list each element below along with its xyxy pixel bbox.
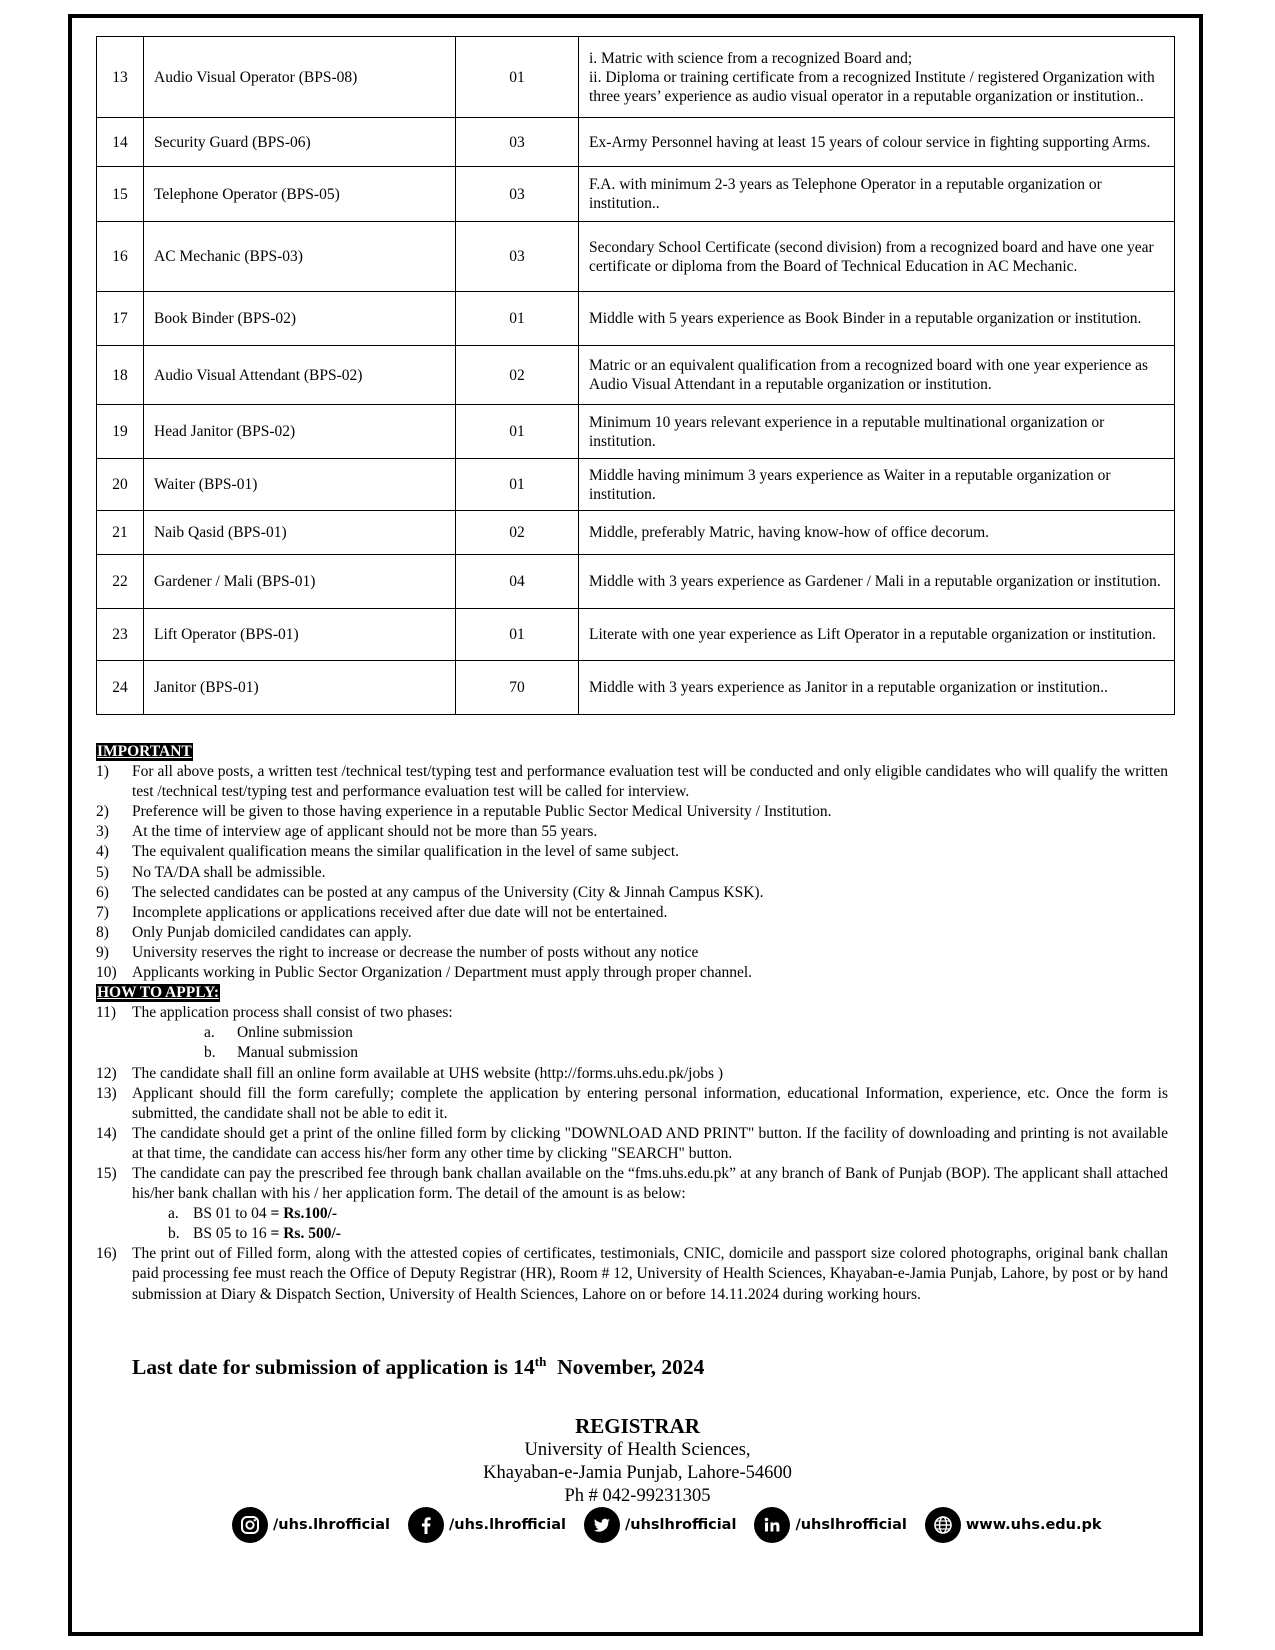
qualification-cell (579, 346, 1175, 405)
qualification-cell (579, 292, 1175, 346)
sr-no-cell: 20 (97, 459, 144, 511)
fee-amount: = Rs. 500/- (270, 1225, 341, 1243)
item-text: University reserves the right to increase or decrease the number of posts without any notice (132, 943, 699, 961)
fee-scale: BS 01 to 04 (193, 1205, 267, 1223)
fee-letter: a. (168, 1205, 179, 1223)
post-name-cell: Telephone Operator (BPS-05) (144, 167, 456, 222)
qualification-line: Middle, preferably Matric, having know-how of office decorum. (589, 524, 990, 541)
qualification-line: ii. Diploma or training certificate from a recognized Institute / registered Organization with three years’ experience as audio visual operator in a reputable organization or institution.. (589, 68, 1155, 105)
qualification-line: F.A. with minimum 2-3 years as Telephone Operator in a reputable organization or institution.. (589, 176, 1102, 212)
table-row (97, 118, 1175, 167)
table-row (97, 511, 1175, 555)
post-count-cell: 01 (456, 459, 579, 511)
registrar-block (0, 1413, 1275, 1508)
post-count-cell: 01 (456, 405, 579, 459)
post-count-cell: 01 (456, 37, 579, 118)
post-count-cell: 03 (456, 118, 579, 167)
list-item (96, 842, 1168, 862)
table-row (97, 167, 1175, 222)
fee-item (96, 1224, 1168, 1244)
qualification-line: Literate with one year experience as Lift Operator in a reputable organization or institution. (589, 626, 1156, 643)
registrar-line1: University of Health Sciences, (524, 1440, 751, 1460)
item-text: Preference will be given to those having experience in a reputable Public Sector Medical University / Institution. (132, 803, 832, 821)
qualification-line: Middle with 3 years experience as Janitor in a reputable organization or institution.. (589, 679, 1108, 696)
item-number: 7) (96, 903, 109, 921)
table-row (97, 661, 1175, 715)
website-url: www.uhs.edu.pk (965, 1517, 1102, 1533)
item-number: 13) (96, 1084, 117, 1102)
post-name-cell: Audio Visual Operator (BPS-08) (144, 37, 456, 118)
post-name-cell: Naib Qasid (BPS-01) (144, 511, 456, 555)
item-text: The candidate shall fill an online form available at UHS website (http://forms.uhs.edu.pk/jobs ) (132, 1064, 724, 1082)
qualification-line: Ex-Army Personnel having at least 15 years of colour service in fighting supporting Arms. (589, 133, 1151, 151)
qualification-cell (579, 222, 1175, 292)
item-text: At the time of interview age of applicant should not be more than 55 years. (132, 823, 598, 841)
phase-letter: b. (204, 1044, 216, 1062)
phase-item (96, 1043, 1168, 1063)
list-item (96, 943, 1168, 963)
table-row (97, 609, 1175, 661)
social-facebook[interactable] (408, 1507, 566, 1543)
qualification-cell (579, 555, 1175, 609)
item-text: No TA/DA shall be admissible. (132, 863, 326, 881)
last-date-text: Last date for submission of application is 14 (132, 1355, 535, 1380)
last-date-month: November, 2024 (546, 1355, 705, 1380)
post-name-cell: Security Guard (BPS-06) (144, 118, 456, 167)
item-number: 1) (96, 763, 109, 781)
list-item (96, 903, 1168, 923)
qualification-cell (579, 118, 1175, 167)
post-count-cell: 03 (456, 167, 579, 222)
item-text: The print out of Filled form, along with the attested copies of certificates, testimonials, CNIC, domicile and passport size colored photographs, original bank challan paid processing fee must reach the Office of Deputy Registrar (HR), Room # 12, University of Health Sciences, Khayaban-e-Jamia Punjab, Lahore, by post or by hand submission at Diary & Dispatch Section, University of Health Sciences, Lahore on or before 14.11.2024 during working hours. (132, 1245, 1168, 1303)
facebook-handle: /uhs.lhrofficial (448, 1517, 566, 1533)
item-number: 4) (96, 843, 109, 861)
list-item (96, 1244, 1168, 1304)
social-linkedin[interactable] (754, 1507, 906, 1543)
table-row (97, 555, 1175, 609)
last-date-suffix: th (534, 1354, 547, 1369)
how-to-apply-heading: HOW TO APPLY: (97, 984, 220, 1002)
instagram-handle: /uhs.lhrofficial (273, 1517, 390, 1533)
sr-no-cell: 17 (97, 292, 144, 346)
qualification-cell (579, 405, 1175, 459)
item-number: 3) (96, 823, 109, 841)
post-count-cell: 02 (456, 511, 579, 555)
list-item (96, 1084, 1168, 1124)
post-count-cell: 01 (456, 609, 579, 661)
post-count-cell: 03 (456, 222, 579, 292)
post-name-cell: Waiter (BPS-01) (144, 459, 456, 511)
table-row (97, 292, 1175, 346)
item-text: Incomplete applications or applications received after due date will not be entertained. (132, 903, 668, 921)
qualification-cell (579, 167, 1175, 222)
sr-no-cell: 23 (97, 609, 144, 661)
item-number: 11) (96, 1004, 117, 1022)
item-text: Applicants working in Public Sector Organization / Department must apply through proper channel. (132, 964, 753, 982)
important-section (96, 742, 1168, 983)
post-count-cell: 04 (456, 555, 579, 609)
important-heading: IMPORTANT (97, 743, 192, 760)
post-name-cell: Janitor (BPS-01) (144, 661, 456, 715)
item-number: 9) (96, 943, 109, 961)
how-to-apply-section (96, 983, 1168, 1305)
table-row (97, 405, 1175, 459)
registrar-line2: Khayaban-e-Jamia Punjab, Lahore-54600 (483, 1463, 792, 1483)
fee-amount: = Rs.100/- (270, 1205, 338, 1223)
sr-no-cell: 14 (97, 118, 144, 167)
fee-item (96, 1204, 1168, 1224)
qualification-cell (579, 661, 1175, 715)
post-count-cell: 70 (456, 661, 579, 715)
item-text: Only Punjab domiciled candidates can apply. (132, 923, 412, 941)
post-name-cell: Gardener / Mali (BPS-01) (144, 555, 456, 609)
qualification-line: Minimum 10 years relevant experience in a reputable multinational organization or institution. (589, 413, 1105, 450)
item-number: 2) (96, 803, 109, 821)
registrar-phone: Ph # 042-99231305 (564, 1486, 711, 1506)
table-row (97, 459, 1175, 511)
qualification-line: Middle with 5 years experience as Book Binder in a reputable organization or institution. (589, 310, 1142, 327)
qualification-cell (579, 37, 1175, 118)
phase-item (96, 1023, 1168, 1043)
phase-letter: a. (204, 1024, 215, 1042)
item-number: 10) (96, 964, 117, 982)
post-name-cell: AC Mechanic (BPS-03) (144, 222, 456, 292)
list-item (96, 822, 1168, 842)
sr-no-cell: 16 (97, 222, 144, 292)
post-name-cell: Lift Operator (BPS-01) (144, 609, 456, 661)
item-number: 12) (96, 1064, 117, 1082)
post-name-cell: Head Janitor (BPS-02) (144, 405, 456, 459)
post-count-cell: 02 (456, 346, 579, 405)
qualification-line: Matric or an equivalent qualification from a recognized board with one year experience as Audio Visual Attendant in a reputable organization or institution. (589, 357, 1149, 393)
qualification-line: Middle with 3 years experience as Gardener / Mali in a reputable organization or institution. (589, 573, 1161, 590)
item-text: The application process shall consist of two phases: (132, 1004, 453, 1022)
social-instagram[interactable] (232, 1507, 390, 1543)
item-number: 8) (96, 923, 109, 941)
twitter-icon (584, 1507, 620, 1543)
registrar-title: REGISTRAR (575, 1414, 700, 1438)
item-text: The selected candidates can be posted at any campus of the University (City & Jinnah Campus KSK). (132, 883, 764, 901)
list-item (96, 762, 1168, 802)
item-text: The candidate should get a print of the online filled form by clicking "DOWNLOAD AND PRINT" button. If the facility of downloading and printing is not available at that time, the candidate can access his/her form any other time by clicking "SEARCH" button. (132, 1124, 1168, 1162)
item-number: 6) (96, 883, 109, 901)
qualification-line: i. Matric with science from a recognized Board and; (589, 49, 913, 67)
sr-no-cell: 13 (97, 37, 144, 118)
sr-no-cell: 24 (97, 661, 144, 715)
qualification-cell (579, 459, 1175, 511)
qualification-line: Secondary School Certificate (second division) from a recognized board and have one year certificate or diploma from the Board of Technical Education in AC Mechanic. (589, 238, 1154, 275)
item-text: The equivalent qualification means the similar qualification in the level of same subject. (132, 843, 680, 861)
list-item (96, 1164, 1168, 1204)
phase-text: Manual submission (237, 1044, 358, 1062)
jobs-table (96, 36, 1175, 715)
item-text: Applicant should fill the form carefully; complete the application by entering personal information, educational Information, experience, etc. Once the form is submitted, the candidate shall not be able to edit it. (132, 1084, 1168, 1122)
fee-letter: b. (168, 1225, 180, 1243)
globe-icon (925, 1507, 961, 1543)
qualification-cell (579, 609, 1175, 661)
list-item (96, 1003, 1168, 1023)
linkedin-icon (754, 1507, 790, 1543)
post-count-cell: 01 (456, 292, 579, 346)
list-item (96, 923, 1168, 943)
list-item (96, 883, 1168, 903)
instagram-icon (232, 1507, 268, 1543)
important-list (96, 762, 1168, 983)
phase-text: Online submission (237, 1024, 353, 1042)
facebook-icon (408, 1507, 444, 1543)
item-text: The candidate can pay the prescribed fee through bank challan available on the “fms.uhs.edu.pk” at any branch of Bank of Punjab (BOP). The applicant shall attached his/her bank challan with his / her application form. The detail of the amount is as below: (132, 1164, 1168, 1203)
list-item (96, 802, 1168, 822)
post-name-cell: Audio Visual Attendant (BPS-02) (144, 346, 456, 405)
table-row (97, 346, 1175, 405)
list-item (96, 1124, 1168, 1164)
item-number: 5) (96, 863, 109, 881)
table-row (97, 222, 1175, 292)
sr-no-cell: 21 (97, 511, 144, 555)
sr-no-cell: 19 (97, 405, 144, 459)
list-item (96, 963, 1168, 983)
qualification-cell (579, 511, 1175, 555)
item-number: 16) (96, 1245, 117, 1263)
last-date-notice (132, 1354, 704, 1380)
twitter-handle: /uhslhrofficial (624, 1517, 737, 1533)
list-item (96, 1064, 1168, 1084)
notes-section (96, 742, 1168, 1305)
qualification-line: Middle having minimum 3 years experience as Waiter in a reputable organization or institution. (589, 466, 1111, 503)
item-number: 14) (96, 1124, 117, 1142)
fee-scale: BS 05 to 16 (193, 1225, 267, 1243)
social-twitter[interactable] (584, 1507, 736, 1543)
post-name-cell: Book Binder (BPS-02) (144, 292, 456, 346)
sr-no-cell: 15 (97, 167, 144, 222)
item-number: 15) (96, 1164, 117, 1182)
table-row (97, 37, 1175, 118)
item-text: For all above posts, a written test /technical test/typing test and performance evaluation test will be conducted and only eligible candidates who will qualify the written test /technical test/typing test and performance evaluation test will be called for interview. (132, 763, 1168, 801)
sr-no-cell: 18 (97, 346, 144, 405)
social-bar (232, 1505, 1120, 1545)
sr-no-cell: 22 (97, 555, 144, 609)
list-item (96, 863, 1168, 883)
linkedin-handle: /uhslhrofficial (795, 1517, 907, 1533)
social-website[interactable] (925, 1507, 1102, 1543)
